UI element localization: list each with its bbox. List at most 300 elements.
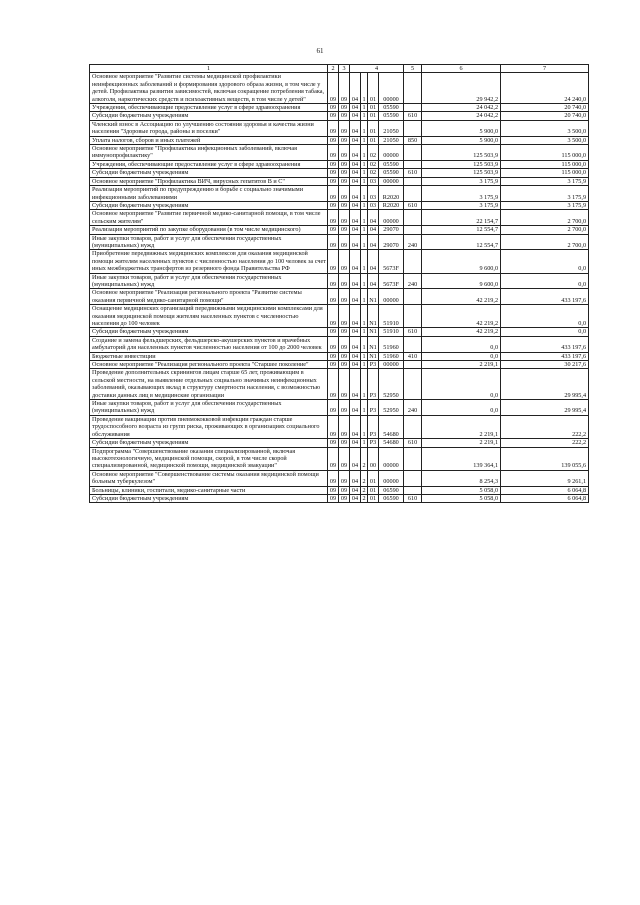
- row-code-4a: 04: [350, 305, 361, 328]
- row-code-3: 09: [339, 273, 350, 289]
- row-code-4a: 04: [350, 73, 361, 104]
- row-code-4c: 01: [368, 486, 379, 494]
- row-amount-6: 29 942,2: [422, 73, 501, 104]
- row-code-4a: 04: [350, 104, 361, 112]
- row-code-4a: 04: [350, 273, 361, 289]
- row-code-4a: 04: [350, 234, 361, 250]
- row-amount-6: 42 219,2: [422, 305, 501, 328]
- row-code-4b: 1: [361, 186, 368, 202]
- row-code-4c: 04: [368, 210, 379, 226]
- row-code-4d: 51910: [379, 305, 404, 328]
- row-code-4d: 51960: [379, 352, 404, 360]
- row-code-4a: 04: [350, 415, 361, 438]
- table-row: [90, 352, 589, 360]
- row-amount-7: 222,2: [501, 439, 589, 447]
- row-code-4c: P3: [368, 369, 379, 400]
- row-code-2: 09: [328, 336, 339, 352]
- row-code-4a: 04: [350, 160, 361, 168]
- row-code-3: 09: [339, 145, 350, 161]
- row-amount-7: 115 000,0: [501, 169, 589, 177]
- row-amount-7: 29 995,4: [501, 400, 589, 416]
- row-code-5: 610: [404, 494, 422, 502]
- row-amount-7: 9 261,1: [501, 470, 589, 486]
- table-row: [90, 201, 589, 209]
- row-code-4b: 2: [361, 447, 368, 470]
- row-code-4b: 1: [361, 400, 368, 416]
- row-code-3: 09: [339, 234, 350, 250]
- row-code-2: 09: [328, 120, 339, 136]
- row-code-4c: P3: [368, 361, 379, 369]
- row-name: Учреждения, обеспечивающие предоставление услуг в сфере здравоохранения: [90, 104, 328, 112]
- row-code-4b: 1: [361, 145, 368, 161]
- row-code-4d: 21050: [379, 136, 404, 144]
- table-row: [90, 112, 589, 120]
- row-code-4d: 00000: [379, 361, 404, 369]
- table-row: [90, 104, 589, 112]
- row-code-5: [404, 305, 422, 328]
- row-code-3: 09: [339, 250, 350, 273]
- row-code-3: 09: [339, 201, 350, 209]
- row-code-5: 850: [404, 136, 422, 144]
- row-code-4b: 1: [362, 328, 366, 336]
- row-code-3: 09: [339, 305, 350, 328]
- row-code-3: 09: [339, 470, 350, 486]
- row-amount-6: 139 364,1: [422, 447, 501, 470]
- row-code-5: [404, 226, 422, 234]
- row-amount-7: 3 175,9: [501, 201, 589, 209]
- row-code-3: 09: [339, 160, 350, 168]
- row-name: Реализация мероприятий по закупке оборудования (в том числе медицинского): [90, 226, 328, 234]
- row-code-3: 09: [339, 226, 350, 234]
- table-row: [90, 250, 589, 273]
- row-amount-6: 5 900,0: [422, 136, 501, 144]
- table-header-row: [90, 65, 589, 73]
- row-code-4a: 04: [350, 226, 361, 234]
- row-code-4b: 1: [361, 273, 368, 289]
- row-code-4d: 5673F: [379, 250, 404, 273]
- row-code-4a: 04: [350, 250, 361, 273]
- row-name: Основное мероприятие "Реализация регионального проекта "Старшее поколение": [90, 361, 328, 369]
- row-code-4c: N1: [369, 352, 377, 360]
- row-amount-7: 2 700,0: [501, 234, 589, 250]
- row-code-5: 610: [404, 169, 422, 177]
- row-amount-7: 0,0: [501, 305, 589, 328]
- row-amount-7: 115 000,0: [501, 145, 589, 161]
- row-code-3: 09: [339, 120, 350, 136]
- row-code-5: 610: [404, 439, 422, 447]
- row-code-4d: 52950: [379, 400, 404, 416]
- row-amount-6: 12 554,7: [422, 234, 501, 250]
- row-amount-6: 8 254,3: [422, 470, 501, 486]
- row-code-4d: R2020: [379, 201, 404, 209]
- row-code-2: 09: [328, 486, 339, 494]
- row-code-5: [404, 415, 422, 438]
- row-code-4d: 06590: [379, 494, 404, 502]
- row-name: Приобретение передвижных медицинских комплексов для оказания медицинской помощи жителям населенных пунктов с численностью населения до 100 человек за счет иных межбюджетных трансфертов из резервного фонда Правительства РФ: [90, 250, 328, 273]
- row-code-4b: 2: [362, 486, 366, 494]
- row-amount-6: 125 503,9: [422, 169, 501, 177]
- row-code-4d: 5673F: [379, 273, 404, 289]
- table-row: [90, 160, 589, 168]
- column-header: 2: [328, 65, 339, 73]
- row-name: Создание и замена фельдшерских, фельдшерско-акушерских пунктов и врачебных амбулаторий для населенных пунктов численностью населения от 100 до 2000 человек: [90, 336, 328, 352]
- row-amount-6: 125 503,9: [422, 145, 501, 161]
- row-amount-6: 12 554,7: [422, 226, 501, 234]
- row-name: Членский взнос в Ассоциацию по улучшению состояния здоровья и качества жизни населения "Здоровые города, районы и поселки": [90, 120, 328, 136]
- row-code-5: [404, 361, 422, 369]
- row-name: Проведение вакцинации против пневмококковой инфекции граждан старше трудоспособного возраста из групп риска, проживающих в организациях социального обслуживания: [90, 415, 328, 438]
- row-name: Основное мероприятие "Профилактика инфекционных заболеваний, включая иммунопрофилактику": [90, 145, 328, 161]
- row-code-3: 09: [339, 210, 350, 226]
- row-amount-7: 2 700,0: [501, 226, 589, 234]
- table-row: [90, 177, 589, 185]
- row-code-2: 09: [328, 415, 339, 438]
- row-code-4d: 05590: [379, 112, 404, 120]
- table-row: [90, 73, 589, 104]
- row-amount-6: 5 058,0: [422, 494, 501, 502]
- row-code-5: [404, 289, 422, 305]
- row-code-4c: N1: [368, 289, 379, 305]
- table-row: [90, 169, 589, 177]
- row-amount-6: 9 600,0: [422, 250, 501, 273]
- row-name: Основное мероприятие "Развитие системы медицинской профилактики неинфекционных заболеваний и формирования здорового образа жизни, в том числе у детей. Профилактика развития зависимостей, включая сокращение потребления табака, алкоголя, наркотических средств и психоактивных веществ, в том числе у детей": [90, 73, 328, 104]
- row-code-2: 09: [328, 136, 339, 144]
- row-amount-6: 125 503,9: [422, 160, 501, 168]
- row-amount-6: 22 154,7: [422, 210, 501, 226]
- row-amount-7: 6 064,8: [501, 494, 589, 502]
- row-code-5: [404, 104, 422, 112]
- row-code-4c: 01: [368, 136, 379, 144]
- row-code-4c: 03: [368, 201, 379, 209]
- row-amount-6: 3 175,9: [422, 177, 501, 185]
- row-code-4a: 04: [350, 352, 361, 360]
- row-code-2: 09: [328, 328, 339, 336]
- row-code-4d: 05590: [379, 160, 404, 168]
- row-code-5: [404, 73, 422, 104]
- row-code-5: [404, 250, 422, 273]
- row-code-2: 09: [328, 145, 339, 161]
- row-code-5: [404, 186, 422, 202]
- row-code-3: 09: [339, 447, 350, 470]
- row-code-5: [404, 145, 422, 161]
- row-code-5: [404, 447, 422, 470]
- row-amount-6: 2 219,1: [422, 361, 501, 369]
- row-code-2: 09: [328, 169, 339, 177]
- row-code-4d: 00000: [379, 73, 404, 104]
- row-amount-7: 20 740,0: [501, 104, 589, 112]
- row-code-3: 09: [339, 112, 350, 120]
- row-name: Субсидии бюджетным учреждениям: [90, 112, 328, 120]
- row-amount-7: 3 175,9: [501, 186, 589, 202]
- row-amount-6: 24 042,2: [422, 112, 501, 120]
- budget-table: [89, 64, 589, 503]
- row-code-5: 610: [404, 328, 422, 336]
- column-header: 3: [339, 65, 350, 73]
- row-code-4a: 04: [350, 210, 361, 226]
- row-code-4a: 04: [350, 201, 361, 209]
- row-name: Иные закупки товаров, работ и услуг для обеспечения государственных (муниципальных) нужд: [90, 400, 328, 416]
- row-code-4c: 01: [368, 73, 379, 104]
- row-code-4d: 29070: [379, 226, 404, 234]
- table-row: [90, 486, 589, 494]
- column-header: 1: [90, 65, 328, 73]
- row-code-5: [404, 177, 422, 185]
- row-code-2: 09: [328, 177, 339, 185]
- row-amount-6: 2 219,1: [422, 415, 501, 438]
- table-row: [90, 328, 589, 336]
- row-code-4b: 1: [361, 289, 368, 305]
- row-amount-7: 433 197,6: [501, 352, 589, 360]
- row-amount-6: 5 900,0: [422, 120, 501, 136]
- row-code-3: 09: [339, 169, 350, 177]
- table-row: [90, 289, 589, 305]
- row-code-4b: 1: [362, 361, 366, 369]
- row-code-3: 09: [339, 186, 350, 202]
- row-amount-7: 222,2: [501, 415, 589, 438]
- table-row: [90, 305, 589, 328]
- row-code-4c: 01: [368, 494, 379, 502]
- row-code-4c: 02: [368, 169, 379, 177]
- row-code-4c: 04: [368, 273, 379, 289]
- table-row: [90, 210, 589, 226]
- row-amount-7: 0,0: [501, 273, 589, 289]
- row-name: Иные закупки товаров, работ и услуг для обеспечения государственных (муниципальных) нужд: [90, 234, 328, 250]
- row-code-4b: 1: [362, 160, 366, 168]
- row-name: Проведение дополнительных скринингов лицам старше 65 лет, проживающим в сельской местности, на выявление отдельных социально значимых неинфекционных заболеваний, оказывающих вклад в структуру смертности населения, с возможностью доставки данных лиц в медицинские организации: [90, 369, 328, 400]
- row-code-3: 09: [339, 289, 350, 305]
- row-code-4d: 29070: [379, 234, 404, 250]
- row-code-5: [404, 470, 422, 486]
- table-row: [90, 273, 589, 289]
- row-amount-6: 42 219,2: [422, 328, 501, 336]
- row-code-5: 410: [404, 352, 422, 360]
- row-code-4d: 06590: [379, 486, 404, 494]
- row-code-5: [404, 336, 422, 352]
- row-code-2: 09: [328, 369, 339, 400]
- row-code-4b: 1: [362, 201, 366, 209]
- row-code-4a: 04: [350, 120, 361, 136]
- column-header: 5: [404, 65, 422, 73]
- row-code-5: 610: [404, 112, 422, 120]
- table-row: [90, 400, 589, 416]
- row-amount-6: 5 058,0: [422, 486, 501, 494]
- row-name: Основное мероприятие "Совершенствование системы оказания медицинской помощи больным туберкулезом": [90, 470, 328, 486]
- row-code-4b: 1: [361, 210, 368, 226]
- row-name: Учреждения, обеспечивающие предоставление услуг в сфере здравоохранения: [90, 160, 328, 168]
- table-row: [90, 470, 589, 486]
- row-code-4d: 00000: [379, 447, 404, 470]
- row-amount-7: 3 500,0: [501, 120, 589, 136]
- row-amount-6: 3 175,9: [422, 186, 501, 202]
- table-row: [90, 369, 589, 400]
- row-code-5: 610: [404, 201, 422, 209]
- row-code-4b: 1: [362, 439, 366, 447]
- row-code-4a: 04: [350, 494, 361, 502]
- row-code-4d: 51910: [379, 328, 404, 336]
- row-code-2: 09: [328, 439, 339, 447]
- row-code-4c: 04: [368, 234, 379, 250]
- row-amount-7: 433 197,6: [501, 289, 589, 305]
- row-amount-7: 20 740,0: [501, 112, 589, 120]
- row-name: Основное мероприятие "Профилактика ВИЧ, вирусных гепатитов В и С": [90, 177, 328, 185]
- row-code-4a: 04: [350, 169, 361, 177]
- row-code-4a: 04: [350, 470, 361, 486]
- row-code-4c: 01: [368, 470, 379, 486]
- row-amount-6: 0,0: [422, 369, 501, 400]
- row-code-4c: P3: [368, 439, 379, 447]
- row-code-4a: 04: [350, 361, 361, 369]
- row-code-2: 09: [328, 250, 339, 273]
- row-code-4a: 04: [350, 289, 361, 305]
- row-code-2: 09: [328, 186, 339, 202]
- row-code-5: 240: [404, 234, 422, 250]
- table-row: [90, 234, 589, 250]
- row-code-3: 09: [339, 136, 350, 144]
- row-code-4c: 01: [368, 120, 379, 136]
- table-row: [90, 136, 589, 144]
- column-header: 4: [350, 65, 404, 73]
- row-code-5: [404, 160, 422, 168]
- column-header: 6: [422, 65, 501, 73]
- row-name: Бюджетные инвестиции: [90, 352, 328, 360]
- row-code-3: 09: [339, 177, 350, 185]
- row-code-4d: 05590: [379, 169, 404, 177]
- row-code-4d: R2020: [379, 186, 404, 202]
- row-code-4c: 04: [368, 250, 379, 273]
- row-code-4c: N1: [368, 336, 379, 352]
- row-code-4a: 04: [350, 328, 361, 336]
- row-code-4a: 04: [350, 177, 361, 185]
- table-row: [90, 120, 589, 136]
- row-amount-6: 2 219,1: [422, 439, 501, 447]
- row-code-4a: 04: [350, 486, 361, 494]
- row-code-2: 09: [328, 210, 339, 226]
- row-name: Больницы, клиники, госпитали, медико-санитарные части: [90, 486, 328, 494]
- row-code-4d: 54680: [379, 415, 404, 438]
- row-name: Подпрограмма "Совершенствование оказания специализированной, включая высокотехнологичную, медицинской помощи, скорой, в том числе скорой специализированной, медицинской помощи, медицинской эвакуации": [90, 447, 328, 470]
- row-amount-6: 42 219,2: [422, 289, 501, 305]
- row-code-3: 09: [339, 104, 350, 112]
- row-code-2: 09: [328, 73, 339, 104]
- row-code-4b: 1: [361, 234, 368, 250]
- row-code-4c: 03: [368, 177, 379, 185]
- row-amount-7: 2 700,0: [501, 210, 589, 226]
- row-code-4a: 04: [350, 369, 361, 400]
- row-amount-7: 30 217,6: [501, 361, 589, 369]
- row-name: Субсидии бюджетным учреждениям: [90, 494, 328, 502]
- row-code-4d: 21050: [379, 120, 404, 136]
- row-code-4b: 1: [361, 336, 368, 352]
- row-code-2: 09: [328, 400, 339, 416]
- row-amount-7: 3 500,0: [501, 136, 589, 144]
- row-code-3: 09: [339, 486, 350, 494]
- row-code-4b: 1: [361, 415, 368, 438]
- row-code-2: 09: [328, 361, 339, 369]
- row-code-3: 09: [339, 400, 350, 416]
- row-name: Уплата налогов, сборов и иных платежей: [90, 136, 328, 144]
- row-code-3: 09: [339, 361, 350, 369]
- row-amount-6: 0,0: [422, 336, 501, 352]
- row-name: Субсидии бюджетным учреждениям: [90, 439, 328, 447]
- row-name: Субсидии бюджетным учреждениям: [90, 201, 328, 209]
- row-code-4c: N1: [369, 328, 377, 336]
- table-row: [90, 447, 589, 470]
- row-code-2: 09: [328, 201, 339, 209]
- row-code-2: 09: [328, 289, 339, 305]
- row-code-3: 09: [339, 439, 350, 447]
- row-amount-6: 0,0: [422, 400, 501, 416]
- row-code-5: [404, 486, 422, 494]
- row-amount-7: 433 197,6: [501, 336, 589, 352]
- row-code-4c: 01: [368, 104, 379, 112]
- row-code-3: 09: [339, 328, 350, 336]
- row-amount-6: 0,0: [422, 352, 501, 360]
- row-amount-6: 9 600,0: [422, 273, 501, 289]
- row-code-2: 09: [328, 234, 339, 250]
- row-code-4b: 2: [361, 470, 368, 486]
- row-code-4d: 51960: [379, 336, 404, 352]
- row-code-3: 09: [339, 352, 350, 360]
- row-code-4b: 1: [362, 177, 366, 185]
- row-code-4c: P3: [368, 400, 379, 416]
- column-header: 7: [501, 65, 589, 73]
- row-name: Реализация мероприятий по предупреждению и борьбе с социально значимыми инфекционными заболеваниями: [90, 186, 328, 202]
- row-code-2: 09: [328, 160, 339, 168]
- row-code-2: 09: [328, 470, 339, 486]
- table-row: [90, 439, 589, 447]
- row-code-4d: 00000: [379, 177, 404, 185]
- row-code-2: 09: [328, 494, 339, 502]
- table-row: [90, 145, 589, 161]
- row-code-4b: 1: [362, 352, 366, 360]
- row-code-4c: 00: [368, 447, 379, 470]
- row-code-4b: 1: [362, 226, 366, 234]
- row-code-4b: 1: [361, 73, 368, 104]
- row-code-4c: 04: [368, 226, 379, 234]
- row-code-4a: 04: [350, 336, 361, 352]
- row-name: Субсидии бюджетным учреждениям: [90, 328, 328, 336]
- row-name: Основное мероприятие "Реализация регионального проекта "Развитие системы оказания первичной медико-санитарной помощи": [90, 289, 328, 305]
- row-code-4a: 04: [350, 145, 361, 161]
- row-amount-7: 24 240,0: [501, 73, 589, 104]
- row-code-4b: 1: [361, 305, 368, 328]
- row-code-5: 240: [404, 273, 422, 289]
- row-code-5: 240: [404, 400, 422, 416]
- row-code-3: 09: [339, 369, 350, 400]
- row-amount-7: 0,0: [501, 328, 589, 336]
- row-code-2: 09: [328, 112, 339, 120]
- row-amount-7: 6 064,8: [501, 486, 589, 494]
- row-code-4a: 04: [350, 186, 361, 202]
- row-code-4d: 00000: [379, 470, 404, 486]
- row-code-5: [404, 210, 422, 226]
- row-code-2: 09: [328, 352, 339, 360]
- table-row: [90, 361, 589, 369]
- row-code-4b: 1: [361, 250, 368, 273]
- page-number: 61: [316, 47, 324, 55]
- table-row: [90, 336, 589, 352]
- row-code-3: 09: [339, 336, 350, 352]
- row-amount-7: 29 995,4: [501, 369, 589, 400]
- row-name: Субсидии бюджетным учреждениям: [90, 169, 328, 177]
- table-row: [90, 226, 589, 234]
- row-code-3: 09: [339, 73, 350, 104]
- row-code-4c: P3: [368, 415, 379, 438]
- row-code-4d: 54680: [379, 439, 404, 447]
- row-name: Иные закупки товаров, работ и услуг для обеспечения государственных (муниципальных) нужд: [90, 273, 328, 289]
- row-code-4d: 00000: [379, 210, 404, 226]
- row-code-4a: 04: [350, 112, 361, 120]
